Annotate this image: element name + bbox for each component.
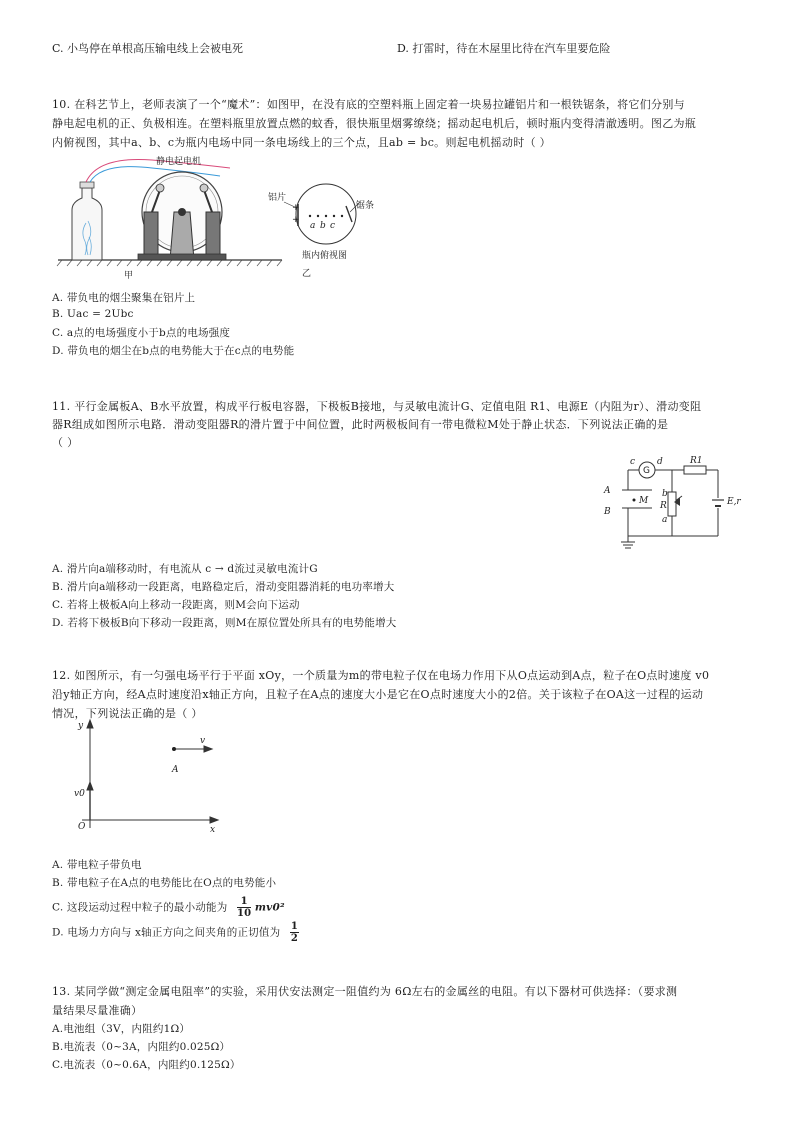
q13-stem-line2: 量结果尽量准确） bbox=[52, 1004, 143, 1017]
q12-option-d bbox=[52, 921, 299, 944]
q11-option-d: D. 若将下极板B向下移动一段距离，则M在原位置处所具有的电势能增大 bbox=[52, 617, 397, 629]
label-saw: 锯条 bbox=[356, 201, 375, 211]
label-point-a: A bbox=[172, 765, 179, 775]
q11-option-a: A. 滑片向a端移动时，有电流从 c → d流过灵敏电流计G bbox=[52, 563, 318, 575]
q11-circuit-figure bbox=[594, 456, 744, 552]
label-v: v bbox=[200, 736, 206, 746]
label-c: c bbox=[330, 221, 336, 231]
q12-axes-figure bbox=[62, 716, 232, 842]
label-c: c bbox=[630, 457, 636, 467]
q10-option-b: B. Uac = 2Ubc bbox=[52, 308, 134, 320]
q11-stem-line3: （ ） bbox=[52, 436, 79, 449]
prev-option-d: D. 打雷时，待在木屋里比待在汽车里要危险 bbox=[397, 42, 611, 55]
q12-stem-line3: 情况，下列说法正确的是（ ） bbox=[52, 707, 203, 720]
prev-option-c: C. 小鸟停在单根高压输电线上会被电死 bbox=[52, 42, 244, 55]
q10-option-c: C. a点的电场强度小于b点的电场强度 bbox=[52, 327, 231, 339]
fraction-d-num: 1 bbox=[290, 921, 298, 932]
q13-stem-line1: 13. 某同学做“测定金属电阻率”的实验，采用伏安法测定一阻值约为 6Ω左右的金属丝的电阻。有以下器材可供选择：（要求测 bbox=[52, 985, 678, 998]
label-plate-b: B bbox=[604, 507, 611, 517]
svg-text:+: + bbox=[292, 215, 300, 225]
q10-option-d: D. 带负电的烟尘在b点的电势能大于在c点的电势能 bbox=[52, 345, 295, 357]
q12-option-d-text: D. 电场力方向与 x轴正方向之间夹角的正切值为 bbox=[52, 926, 281, 939]
q11-option-c: C. 若将上极板A向上移动一段距离，则M会向下运动 bbox=[52, 599, 300, 611]
q12-option-a: A. 带电粒子带负电 bbox=[52, 859, 142, 871]
fraction-c bbox=[237, 896, 251, 919]
label-v0: v0 bbox=[74, 789, 85, 799]
label-plate-a: A bbox=[604, 486, 611, 496]
label-r1: R1 bbox=[690, 456, 703, 466]
label-a: a bbox=[662, 515, 668, 525]
q12-stem-line1: 12. 如图所示，有一匀强电场平行于平面 xOy，一个质量为m的带电粒子仅在电场力作用下从O点运动到A点，粒子在O点时速度 v0 bbox=[52, 669, 710, 682]
label-b: b bbox=[662, 489, 668, 499]
label-jia: 甲 bbox=[124, 271, 134, 281]
label-y: y bbox=[78, 721, 84, 731]
label-top-view: 瓶内俯视图 bbox=[302, 251, 348, 261]
label-o: O bbox=[78, 822, 86, 832]
q11-stem-line1: 11. 平行金属板A、B水平放置，构成平行板电容器，下极板B接地，与灵敏电流计G、定值电阻 R1、电源E（内阻为r）、滑动变阻 bbox=[52, 400, 702, 413]
q10-stem-line1: 10. 在科艺节上，老师表演了一个“魔术”：如图甲，在没有底的空塑料瓶上固定着一块易拉罐铝片和一根铁锯条，将它们分别与 bbox=[52, 98, 685, 111]
q13-item-a: A.电池组（3V，内阻约1Ω） bbox=[52, 1023, 191, 1035]
label-foil: 铝片 bbox=[268, 193, 287, 203]
q11-option-b: B. 滑片向a端移动一段距离，电路稳定后，滑动变阻器消耗的电功率增大 bbox=[52, 581, 395, 593]
label-b: b bbox=[320, 221, 326, 231]
svg-text:+: + bbox=[292, 203, 300, 213]
q10-figure bbox=[52, 150, 392, 282]
q12-option-b: B. 带电粒子在A点的电势能比在O点的电势能小 bbox=[52, 877, 277, 889]
q10-option-a: A. 带负电的烟尘聚集在铝片上 bbox=[52, 292, 196, 304]
label-yi: 乙 bbox=[302, 269, 312, 279]
q10-stem-line2: 静电起电机的正、负极相连。在塑料瓶里放置点燃的蚊香，很快瓶里烟雾缭绕；摇动起电机后，顿时瓶内变得清澈透明。图乙为瓶 bbox=[52, 117, 697, 130]
q10-stem-line3: 内俯视图，其中a、b、c为瓶内电场中同一条电场线上的三个点，且ab = bc。则起电机摇动时（ ） bbox=[52, 136, 551, 149]
label-r: R bbox=[660, 501, 667, 511]
fraction-d-den: 2 bbox=[290, 933, 298, 944]
label-g: G bbox=[643, 466, 650, 476]
label-machine: 静电起电机 bbox=[156, 157, 202, 167]
q13-item-c: C.电流表（0~0.6A，内阻约0.125Ω） bbox=[52, 1059, 241, 1071]
label-m: M bbox=[639, 496, 649, 506]
label-a: a bbox=[310, 221, 316, 231]
q12-option-c-text: C. 这段运动过程中粒子的最小动能为 bbox=[52, 901, 228, 914]
label-x: x bbox=[210, 825, 216, 835]
label-er: E,r bbox=[727, 497, 741, 507]
fraction-c-den: 10 bbox=[236, 908, 252, 919]
fraction-c-num: 1 bbox=[237, 896, 251, 908]
q13-item-b: B.电流表（0~3A，内阻约0.025Ω） bbox=[52, 1041, 231, 1053]
fraction-c-tail: mv0² bbox=[254, 901, 285, 914]
q11-stem-line2: 器R组成如图所示电路．滑动变阻器R的滑片置于中间位置，此时两极板间有一带电微粒M处于静止状态．下列说法正确的是 bbox=[52, 418, 669, 431]
q12-stem-line2: 沿y轴正方向，经A点时速度沿x轴正方向，且粒子在A点的速度大小是它在O点时速度大小的2倍。关于该粒子在OA这一过程的运动 bbox=[52, 688, 704, 701]
fraction-d bbox=[290, 921, 299, 944]
q12-option-c bbox=[52, 896, 285, 919]
label-d: d bbox=[657, 457, 663, 467]
